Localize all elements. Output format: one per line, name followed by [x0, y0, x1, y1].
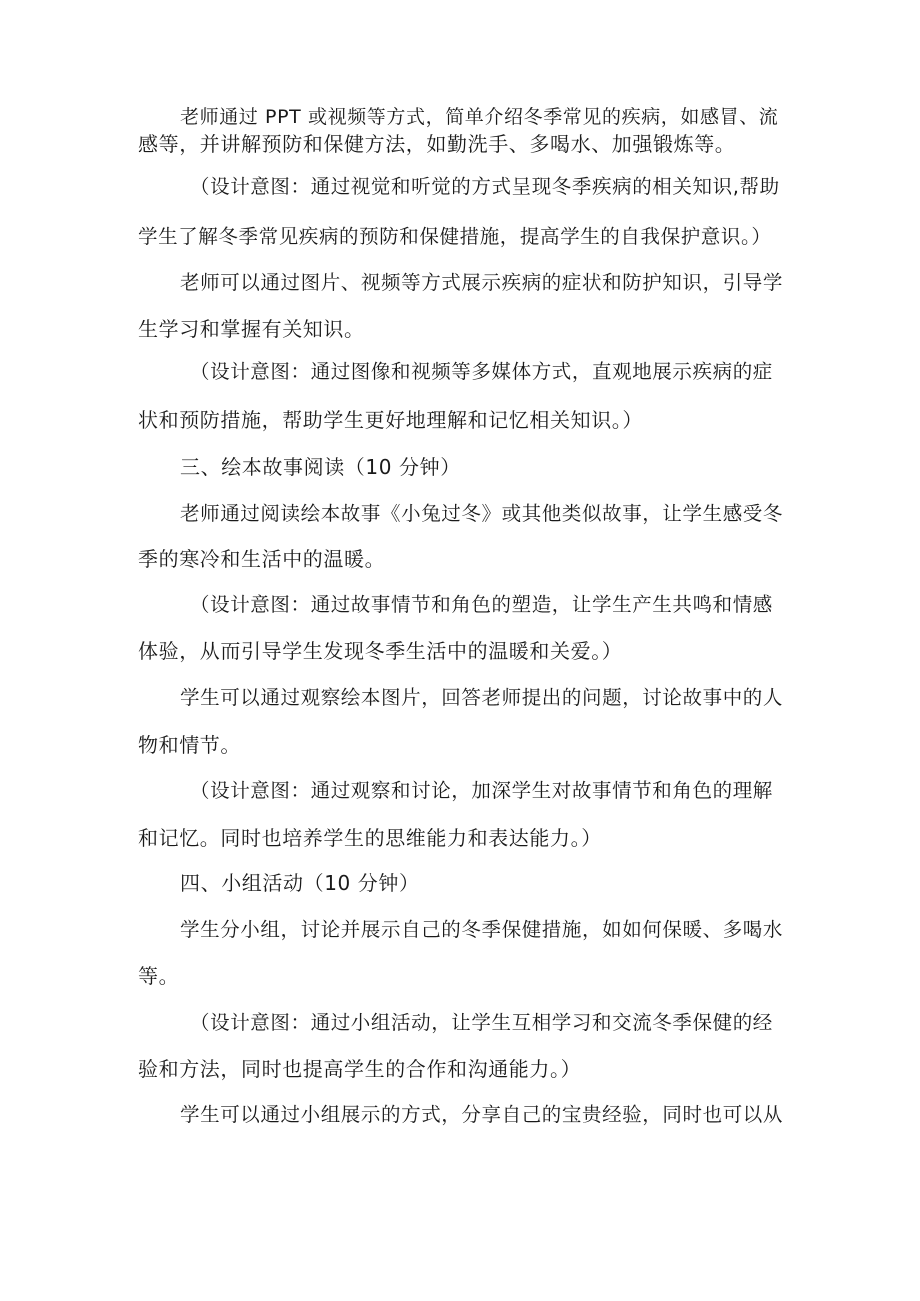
text-line [0, 127, 920, 161]
text-line [0, 266, 920, 300]
line-text: 体验，从而引导学生发现冬季生活中的温暖和关爱。） [138, 639, 623, 663]
text-line [0, 312, 920, 346]
line-text: 三、绘本故事阅读（10 分钟） [180, 455, 461, 479]
line-text: 物和情节。 [138, 733, 241, 757]
text-line [0, 634, 920, 668]
text-line [0, 220, 920, 254]
line-text: 四、小组活动（10 分钟） [180, 871, 420, 895]
line-text: （设计意图：通过图像和视频等多媒体方式，直观地展示疾病的症 [190, 360, 773, 383]
line-text: 等。 [138, 964, 180, 988]
text-line [0, 959, 920, 993]
line-text: 学生分小组，讨论并展示自己的冬季保健措施，如如何保暖、多喝水 [180, 918, 784, 941]
line-text: 季的寒冷和生活中的温暖。 [138, 547, 386, 571]
text-line [0, 1006, 920, 1040]
line-text: 状和预防措施，帮助学生更好地理解和记忆相关知识。） [138, 408, 643, 432]
text-line [0, 170, 920, 204]
line-text: 老师通过阅读绘本故事《小兔过冬》或其他类似故事，让学生感受冬 [180, 502, 784, 525]
text-line [0, 681, 920, 715]
line-text: （设计意图：通过故事情节和角色的塑造，让学生产生共鸣和情感 [190, 593, 773, 616]
text-line [0, 355, 920, 389]
text-line [0, 403, 920, 437]
section-heading [0, 450, 920, 484]
text-line [0, 728, 920, 762]
line-text: 学生可以通过观察绘本图片，回答老师提出的问题，讨论故事中的人 [180, 686, 784, 709]
text-line [0, 1052, 920, 1086]
text-line [0, 821, 920, 855]
line-text: （设计意图：通过观察和讨论，加深学生对故事情节和角色的理解 [190, 779, 773, 802]
section-heading [0, 866, 920, 900]
text-line [0, 1098, 920, 1132]
line-text: 老师可以通过图片、视频等方式展示疾病的症状和防护知识，引导学 [180, 271, 784, 294]
text-line [0, 542, 920, 576]
text-line [0, 588, 920, 622]
line-text: （设计意图：通过视觉和听觉的方式呈现冬季疾病的相关知识,帮助 [190, 175, 780, 198]
line-text: 学生了解冬季常见疾病的预防和保健措施，提高学生的自我保护意识。） [138, 225, 772, 248]
line-text: 生学习和掌握有关知识。 [138, 317, 365, 341]
text-line [0, 913, 920, 947]
line-text: 感等，并讲解预防和保健方法，如勤洗手、多喝水、加强锻炼等。 [138, 132, 736, 156]
line-text: 和记忆。同时也培养学生的思维能力和表达能力。） [138, 826, 602, 850]
line-text: 验和方法，同时也提高学生的合作和沟通能力。） [138, 1057, 582, 1081]
line-text: （设计意图：通过小组活动，让学生互相学习和交流冬季保健的经 [190, 1011, 773, 1034]
text-line [0, 774, 920, 808]
text-line [0, 497, 920, 531]
line-text: 老师通过 PPT 或视频等方式，简单介绍冬季常见的疾病，如感冒、流 [180, 106, 779, 128]
line-text: 学生可以通过小组展示的方式，分享自己的宝贵经验，同时也可以从 [180, 1103, 784, 1126]
